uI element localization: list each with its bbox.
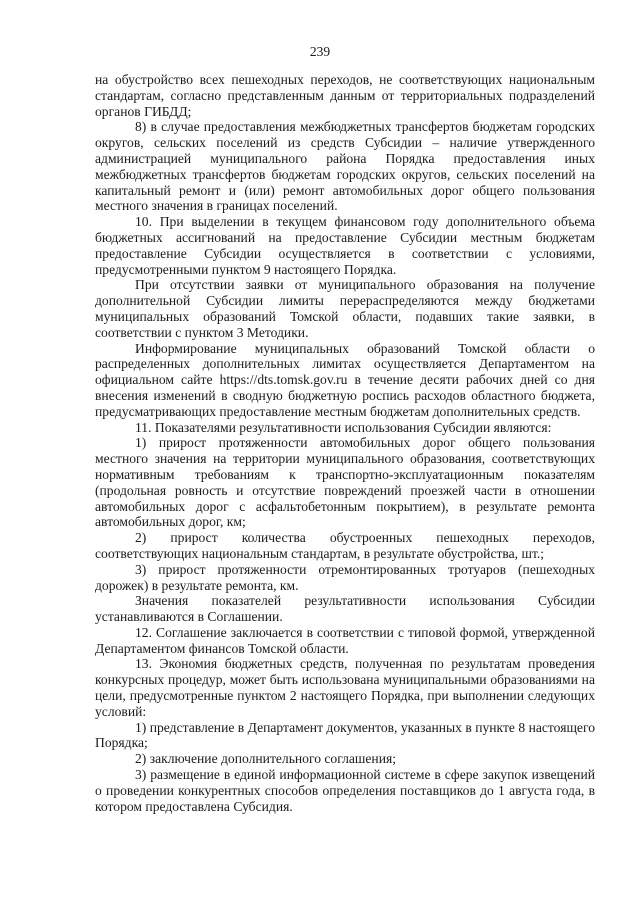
paragraph: Значения показателей результативности использования Субсидии устанавливаются в Соглашении.: [95, 593, 595, 625]
paragraph: 13. Экономия бюджетных средств, полученная по результатам проведения конкурсных процедур, может быть использована муниципальными образованиями на цели, предусмотренные пунктом 2 настоящего Порядка, при выполнении следующих условий:: [95, 656, 595, 719]
paragraph: Информирование муниципальных образований Томской области о распределенных дополнительных лимитах осуществляется Департаментом на официальном сайте https://dts.tomsk.gov.ru в течение десяти рабочих дней со дня внесения изменений в сводную бюджетную роспись расходов областного бюджета, предусматривающих предоставление местным бюджетам дополнительных средств.: [95, 340, 595, 419]
paragraph: на обустройство всех пешеходных переходов, не соответствующих национальным стандартам, согласно представленным данным от территориальных подразделений органов ГИБДД;: [95, 72, 595, 119]
paragraph: 10. При выделении в текущем финансовом году дополнительного объема бюджетных ассигнований на предоставление Субсидии местным бюджетам предоставление Субсидии осуществляется в соответствии с условиями, предусмотренными пунктом 9 настоящего Порядка.: [95, 214, 595, 277]
paragraph: 1) представление в Департамент документов, указанных в пункте 8 настоящего Порядка;: [95, 719, 595, 751]
paragraph: 2) заключение дополнительного соглашения;: [135, 751, 397, 767]
paragraph: 3) прирост протяженности отремонтированных тротуаров (пешеходных дорожек) в результате ремонта, км.: [95, 561, 595, 593]
paragraph: 12. Соглашение заключается в соответствии с типовой формой, утвержденной Департаментом финансов Томской области.: [95, 624, 595, 656]
document-body: [95, 72, 595, 814]
paragraph: 11. Показателями результативности использования Субсидии являются:: [135, 419, 552, 435]
paragraph: 3) размещение в единой информационной системе в сфере закупок извещений о проведении конкурентных способов определения поставщиков до 1 августа года, в котором предоставлена Субсидия.: [95, 767, 595, 814]
page-number: 239: [309, 44, 331, 59]
paragraph: При отсутствии заявки от муниципального образования на получение дополнительной Субсидии лимиты перераспределяются между бюджетами муниципальных образований Томской области, подавших такие заявки, в соответствии с пунктом 3 Методики.: [95, 277, 595, 340]
paragraph: 8) в случае предоставления межбюджетных трансфертов бюджетам городских округов, сельских поселений из средств Субсидии – наличие утвержденного администрацией муниципального района Порядка предоставления иных межбюджетных трансфертов бюджетам городских округов, сельских поселений на капитальный ремонт и (или) ремонт автомобильных дорог общего пользования местного значения в границах поселений.: [95, 119, 595, 214]
paragraph: 2) прирост количества обустроенных пешеходных переходов, соответствующих национальным стандартам, в результате обустройства, шт.;: [95, 530, 595, 561]
paragraph: 1) прирост протяженности автомобильных дорог общего пользования местного значения на территории муниципального образования, соответствующих нормативным требованиям к транспортно-эксплуатационным показателям (продольная ровность и отсутствие повреждений проезжей части в отношении автомобильных дорог с асфальтобетонным покрытием), в результате ремонта автомобильных дорог, км;: [95, 435, 595, 530]
